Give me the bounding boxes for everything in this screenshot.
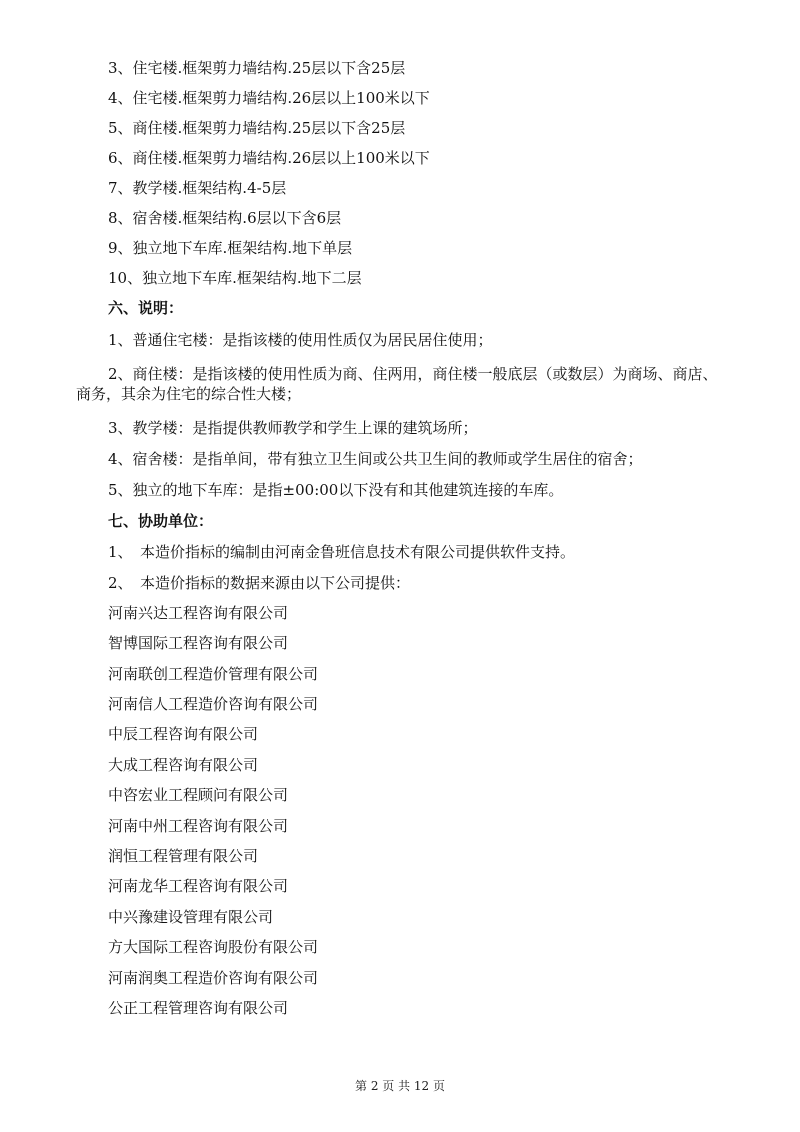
- section-heading-notes: 六、说明：: [108, 299, 184, 317]
- company-list-item: 河南兴达工程咨询有限公司: [108, 604, 289, 622]
- building-type-item: 7、教学楼.框架结构.4-5层: [108, 179, 287, 197]
- assist-item-software: 1、 本造价指标的编制由河南金鲁班信息技术有限公司提供软件支持。: [108, 543, 576, 561]
- building-type-item: 5、商住楼.框架剪力墙结构.25层以下含25层: [108, 119, 406, 137]
- section-heading-assisting-units: 七、协助单位：: [108, 512, 214, 530]
- assist-item-data-source: 2、 本造价指标的数据来源由以下公司提供：: [108, 574, 411, 592]
- note-item-commercial-residential-cont: 商务，其余为住宅的综合性大楼；: [76, 385, 302, 403]
- building-type-item: 9、独立地下车库.框架结构.地下单层: [108, 239, 353, 257]
- company-list-item: 智博国际工程咨询有限公司: [108, 634, 289, 652]
- building-type-item: 4、住宅楼.框架剪力墙结构.26层以上100米以下: [108, 89, 430, 107]
- note-item-commercial-residential: 2、商住楼：是指该楼的使用性质为商、住两用，商住楼一般底层（或数层）为商场、商店、: [108, 365, 718, 383]
- company-list-item: 润恒工程管理有限公司: [108, 847, 259, 865]
- company-list-item: 河南龙华工程咨询有限公司: [108, 877, 289, 895]
- company-list-item: 大成工程咨询有限公司: [108, 756, 259, 774]
- building-type-item: 8、宿舍楼.框架结构.6层以下含6层: [108, 209, 342, 227]
- page-number-footer: 第 2 页 共 12 页: [355, 1079, 445, 1093]
- company-list-item: 中兴豫建设管理有限公司: [108, 908, 274, 926]
- building-type-item: 6、商住楼.框架剪力墙结构.26层以上100米以下: [108, 149, 430, 167]
- company-list-item: 公正工程管理咨询有限公司: [108, 999, 289, 1017]
- building-type-item: 10、独立地下车库.框架结构.地下二层: [108, 269, 362, 287]
- building-type-item: 3、住宅楼.框架剪力墙结构.25层以下含25层: [108, 59, 406, 77]
- company-list-item: 中辰工程咨询有限公司: [108, 725, 259, 743]
- company-list-item: 河南联创工程造价管理有限公司: [108, 665, 319, 683]
- company-list-item: 河南信人工程造价咨询有限公司: [108, 695, 319, 713]
- company-list-item: 河南中州工程咨询有限公司: [108, 817, 289, 835]
- note-item-residential: 1、普通住宅楼：是指该楼的使用性质仅为居民居住使用；: [108, 331, 493, 349]
- note-item-teaching: 3、教学楼：是指提供教师教学和学生上课的建筑场所；: [108, 419, 478, 437]
- note-item-garage: 5、独立的地下车库：是指±00:00以下没有和其他建筑连接的车库。: [108, 481, 564, 499]
- note-item-dormitory: 4、宿舍楼：是指单间，带有独立卫生间或公共卫生间的教师或学生居住的宿舍；: [108, 450, 643, 468]
- company-list-item: 河南润奥工程造价咨询有限公司: [108, 969, 319, 987]
- company-list-item: 中咨宏业工程顾问有限公司: [108, 786, 289, 804]
- company-list-item: 方大国际工程咨询股份有限公司: [108, 938, 319, 956]
